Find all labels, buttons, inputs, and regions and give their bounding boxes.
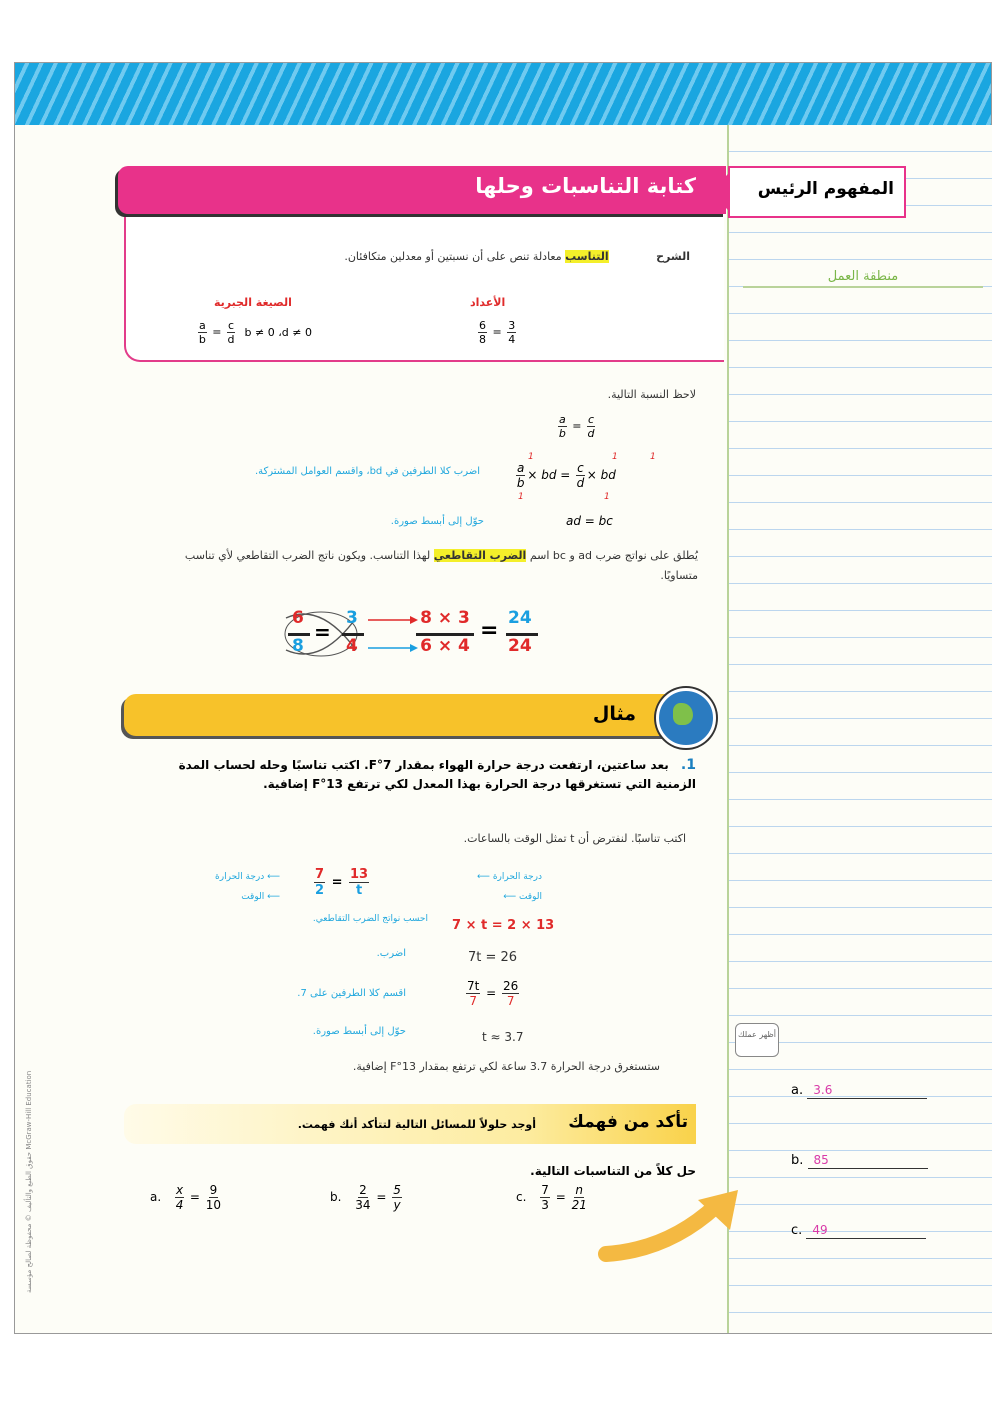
check-prompt: حل كلاً من التناسبات التالية. <box>530 1164 696 1178</box>
right-temp-label: درجة الحرارة <box>492 872 542 882</box>
explanation-label: الشرح <box>656 250 690 263</box>
example-conclusion: ستستغرق درجة الحرارة 3.7 ساعة لكي ترتفع بمقدار 13°F إضافية. <box>352 1060 660 1073</box>
ratio-ab-cd: $\frac{a}{b}$ = $\frac{c}{d}$ <box>558 413 595 440</box>
numbers-label: الأعداد <box>470 296 506 309</box>
numbers-example: $\frac{6}{8}$ = $\frac{3}{4}$ <box>479 319 516 346</box>
derivation-intro: لاحظ النسبة التالية. <box>607 388 696 401</box>
check-instruction: أوجد حلولاً للمسائل التالية لتتأكد أنك فهمت. <box>297 1118 536 1131</box>
explanation-line <box>240 250 690 263</box>
show-work-label: أظهر عملك <box>737 1030 777 1039</box>
copyright-side-text: حقوق الطبع والتأليف © محفوظة لصالح مؤسسة McGraw-Hill Education <box>25 1070 33 1293</box>
example-write: اكتب تناسبًا. لنفترض أن t تمثل الوقت بالساعات. <box>463 832 686 845</box>
explanation-text: معادلة تنص على أن نسبتين أو معدلين متكافئان. <box>344 250 562 263</box>
example-title: مثال <box>592 703 636 725</box>
header-stripe <box>15 63 991 125</box>
globe-icon <box>656 688 716 748</box>
step4-note: حوّل إلى أبسط صورة. <box>312 1026 406 1037</box>
proportion-term: التناسب <box>565 250 609 263</box>
check-understanding-bar <box>124 1104 696 1144</box>
step2: 7t = 26 <box>468 950 518 965</box>
derivation-note-1: اضرب كلا الطرفين في bd، واقسم العوامل المشتركة. <box>254 466 480 477</box>
key-concept-title-bar <box>118 166 726 214</box>
problem-a: a. $\frac{x}{4}$ = $\frac{9}{10}$ <box>150 1183 222 1212</box>
step3: $\frac{7t}{7}$ = $\frac{26}{7}$ <box>467 979 519 1008</box>
problem-b: b. $\frac{2}{34}$ = $\frac{5}{y}$ <box>330 1183 401 1212</box>
step2-note: اضرب. <box>376 948 406 959</box>
algebra-example: $\frac{a}{b}$ = $\frac{c}{d}$ b ≠ 0 ،d ≠ 0 <box>198 319 312 346</box>
step1: 7 × t = 2 × 13 <box>452 918 555 933</box>
answer-a-value: 3.6 <box>813 1083 833 1097</box>
multiply-bd-step: 1 1 1 $\frac{a}{b}$ × bd = $\frac{c}{d}$ × bd 1 1 <box>516 452 656 502</box>
proportion-setup: $\frac{7}{2}$ = $\frac{13}{t}$ <box>315 867 369 898</box>
key-concept-tag: المفهوم الرئيس <box>728 166 906 218</box>
key-concept-title: كتابة التناسبات وحلها <box>475 174 696 198</box>
cross-result: ad = bc <box>566 514 613 528</box>
algebra-label: الصيغة الجبرية <box>214 296 292 309</box>
step1-note: احسب نواتج الضرب التقاطعي. <box>312 914 428 924</box>
problem-c: c. $\frac{7}{3}$ = $\frac{n}{21}$ <box>516 1183 587 1212</box>
step4: t ≈ 3.7 <box>482 1030 524 1044</box>
work-zone-notebook <box>727 125 992 1333</box>
cross-product-paragraph: يُطلق على نواتج ضرب ad و bc اسم الضرب التقاطعي لهذا التناسب. ويكون ناتج الضرب التقاطعي لأي تناسب متساويًا. <box>184 549 698 582</box>
left-time-label: الوقت <box>241 892 265 902</box>
work-zone-title: منطقة العمل <box>827 269 899 284</box>
cross-multiplication-diagram: 6 8 = 3 4 8 × 3 6 × 4 = 24 24 <box>276 604 546 664</box>
derivation-note-2: حوّل إلى أبسط صورة. <box>390 516 484 527</box>
step3-note: اقسم كلا الطرفين على 7. <box>297 988 406 999</box>
arrow-to-work-zone-icon <box>598 1184 748 1264</box>
answer-c: c. 49 <box>791 1223 926 1239</box>
answer-b: b. 85 <box>791 1153 928 1169</box>
show-work-badge <box>735 1023 779 1057</box>
example-problem: 1. بعد ساعتين، ارتفعت درجة حرارة الهواء بمقدار 7°F. اكتب تناسبًا وحله لحساب المدة الزمنية التي تستغرقها درجة الحرارة بهذا المعدل لكي ترتفع 13°F إضافية. <box>178 757 696 791</box>
cross-product-term: الضرب التقاطعي <box>433 549 527 562</box>
answer-a: a. 3.6 <box>791 1083 927 1099</box>
check-title: تأكد من فهمك <box>568 1112 688 1132</box>
answer-b-value: 85 <box>813 1153 829 1167</box>
answer-c-value: 49 <box>812 1223 828 1237</box>
left-temp-label: درجة الحرارة <box>215 872 265 882</box>
right-time-label: الوقت <box>518 892 542 902</box>
example-bar <box>124 694 684 736</box>
